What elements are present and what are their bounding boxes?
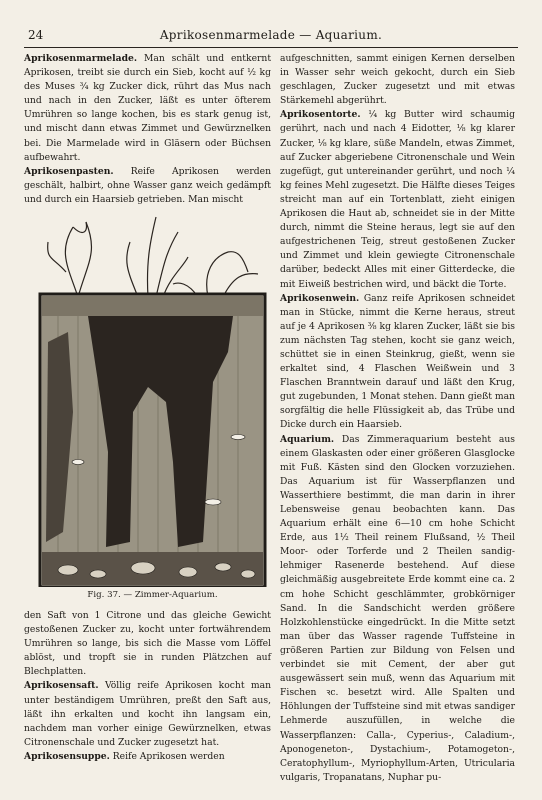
entry-text: Reife Aprikosen werden [112,750,225,762]
entry-aquarium [280,433,515,785]
entry-heading: Aprikosenmarmelade. [24,53,138,64]
entry-text: aufgeschnitten, sammt einigen Kernen derselben in Wasser sehr weich gekocht, durch ein Sieb geschlagen, Zucker zugesetzt und mit etwas Stärkemehl abgerührt. [280,53,515,107]
entry-heading: Aprikosentorte. [280,109,361,121]
entry-text: Das Zimmeraquarium besteht aus einem Glaskasten oder einer größeren Glasglocke mit Fuß. Kästen sind den Glocken vorzuziehen. Das Aquarium ist für Wasserpflanzen und Wasserthiere bestimmt, die man darin in ihrer Lebensweise genau beobachten kann. Das Aquarium erhält eine 6—10 cm hohe Schicht Erde, aus 1½ Theil reinem Flußsand, ½ Theil Moor- oder Torferde und 2 Theilen sandig-lehmiger Rasenerde bestehend. Auf diese gleichmäßig ausgebreitete Erde kommt eine ca. 2 cm hohe Schicht geschlämmter, grobkörniger Sand. In die Sandschicht werden größere Holzkohlenstücke eingedrückt. In die Mitte setzt man über das Wasser ragende Tuffsteine in größeren Partien zur Bildung von Felsen und verbindet sie mit Cement, der aber gut ausgewässert sein muß, wenn das Aquarium mit Fischen ꝛc. besetzt wird. Alle Spalten und Höhlungen der Tuffsteine sind mit etwas sandiger Lehmerde auszufüllen, in welche die Wasserpflanzen: Calla-, Cyperius-, Caladium-, Aponogeneton-, Dystachium-, Potamogeton-, Ceratophyllum-, Myriophyllum-Arten, Utricularia vulgaris, Tropanatans, Nuphar pu- [280,433,516,783]
entry-aprikosentorte [280,108,515,291]
entry-heading: Aprikosensuppe. [24,750,110,762]
entry-text: Völlig reife Aprikosen kocht man unter beständigem Umrühren, preßt den Saft aus, läßt ihn erkalten und kocht ihn langsam ein, nachdem man vorher einige Gewürznelken, etwas Citronenschale und Zucker zugesetzt hat. [24,680,271,748]
entry-aprikosenpasten [24,165,271,207]
entry-text: Man schält und entkernt Aprikosen, treibt sie durch ein Sieb, kocht auf ½ kg des Muses ¾ kg Zucker dick, rührt das Mus nach und nach in den Zucker, läßt es unter öfterem Umrühren so lange kochen, bis es stark genug ist, und mischt dann etwas Zimmet und Gewürznelken bei. Die Marmelade wird in Gläsern oder Büchsen aufbewahrt. [24,53,272,163]
entry-aprikosensuppe [24,750,271,764]
entry-heading: Aprikosenwein. [280,292,360,304]
entry-aprikosenwein [280,292,515,433]
water-surface [42,296,263,316]
header-rule [24,47,518,48]
entry-continuation [24,609,271,679]
right-column [280,52,515,785]
entry-text: ¼ kg Butter wird schaumig gerührt, nach und nach 4 Eidotter, ⅛ kg klarer Zucker, ⅛ kg klare, süße Mandeln, etwas Zimmet, auf Zucker abgeriebene Citronenschale und Wein zugefügt, gut untereinander gerührt, und noch ¼ kg feines Mehl zugesetzt. Die Hälfte dieses Teiges streicht man auf ein Tortenblatt, zieht einigen Aprikosen die Haut ab, schneidet sie in der Mitte durch, nimmt die Steine heraus, legt sie auf den aufgestrichenen Teig, streut gestoßenen Zucker und Zimmet und klein gewiegte Citronenschale darüber, bedeckt Alles mit einer Gitterdecke, die mit Eiweiß bestrichen wird, und bäckt die Torte. [280,109,515,290]
entry-heading: Aprikosensaft. [24,680,99,692]
aquarium-illustration [38,212,267,587]
left-column-top [24,52,271,207]
entry-text: Reife Aprikosen werden geschält, halbirt, ohne Wasser ganz weich gedämpft und durch ein Haarsieb getrieben. Man mischt [24,165,271,205]
entry-aprikosensaft [24,679,271,749]
running-title: Aprikosenmarmelade — Aquarium. [159,28,383,42]
entry-text: Ganz reife Aprikosen schneidet man in Stücke, nimmt die Kerne heraus, streut auf je 4 Aprikosen ⅜ kg klaren Zucker, läßt sie bis zum nächsten Tag stehen, kocht sie ganz weich, schüttet sie in einen Steinkrug, gießt, wenn sie erkaltet sind, 4 Flaschen Weißwein und 3 Flaschen Branntwein darauf und läßt den Krug, gut zugebunden, 1 Monat stehen. Dann gießt man sorgfältig die helle Flüssigkeit ab, das Trübe und Dicke durch ein Haarsieb. [280,292,516,431]
entry-continuation [280,52,515,108]
entry-text: den Saft von 1 Citrone und das gleiche Gewicht gestoßenen Zucker zu, kocht unter fortwährendem Umrühren so lange, bis sich die Masse vom Löffel ablöst, und tropft sie in runden Plätzchen auf Blechplatten. [24,610,271,678]
figure-caption: Fig. 37. — Zimmer-Aquarium. [87,590,218,600]
entry-heading: Aquarium. [280,433,335,445]
running-header [24,28,518,44]
entry-heading: Aprikosenpasten. [24,165,114,177]
left-column-bottom [24,609,271,764]
entry-aprikosenmarmelade [24,52,271,165]
page-number: 24 [28,28,44,42]
